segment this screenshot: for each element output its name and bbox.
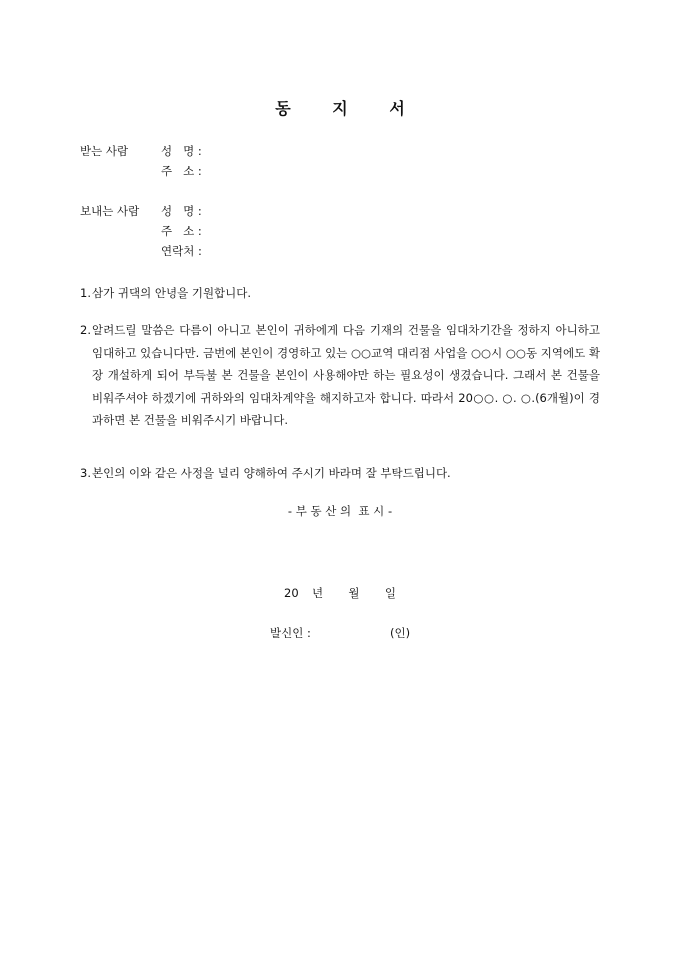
- document-title: [0, 96, 680, 119]
- paragraph-number: 2.: [80, 323, 91, 337]
- paragraph-number: 3.: [80, 466, 91, 480]
- paragraph-2: [80, 319, 600, 432]
- paragraph-text: 알려드릴 말씀은 다름이 아니고 본인이 귀하에게 다음 기재의 건물을 임대차기간을 정하지 아니하고 임대하고 있습니다만. 금번에 본인이 경영하고 있는 ○○교역 대리점 사업을 ○○시 ○○동 지역에도 확장 개설하게 되어 부득불 본 건물을 본인이 사용해야만 하는 필요성이 생겼습니다. 그래서 본 건물을 비워주셔야 하겠기에 귀하와의 임대차계약을 해지하고자 합니다. 따라서 20○○. ○. ○.(6개월)이 경과하면 본 건물을 비워주시기 바랍니다.: [92, 323, 600, 427]
- paragraph-number: 1.: [80, 286, 91, 300]
- sender-label: 보내는 사람: [80, 204, 140, 218]
- title-char: 지: [332, 99, 348, 118]
- paragraph-text: 본인의 이와 같은 사정을 널리 양해하여 주시기 바라며 잘 부탁드립니다.: [92, 466, 451, 480]
- recipient-label: 받는 사람: [80, 144, 129, 158]
- property-heading: - 부 동 산 의 표 시 -: [287, 504, 393, 518]
- sender-address-label: 주 소 :: [161, 224, 202, 238]
- date-day-unit: 일: [384, 586, 396, 600]
- paragraph-3: [80, 462, 600, 485]
- date-year: 20: [284, 586, 299, 600]
- title-char: 서: [389, 99, 405, 118]
- signature-label: 발신인 :: [270, 626, 311, 640]
- date-year-unit: 년: [312, 586, 324, 600]
- paragraph-1: [80, 282, 600, 305]
- paragraph-text: 삼가 귀댁의 안녕을 기원합니다.: [92, 286, 252, 300]
- title-char: 동: [275, 99, 291, 118]
- sender-name-label: 성 명 :: [161, 204, 202, 218]
- recipient-name-label: 성 명 :: [161, 144, 202, 158]
- sender-contact-label: 연락처 :: [161, 244, 202, 258]
- seal-mark: (인): [390, 626, 411, 640]
- date-month-unit: 월: [348, 586, 360, 600]
- recipient-address-label: 주 소 :: [161, 164, 202, 178]
- date-line: [0, 585, 680, 601]
